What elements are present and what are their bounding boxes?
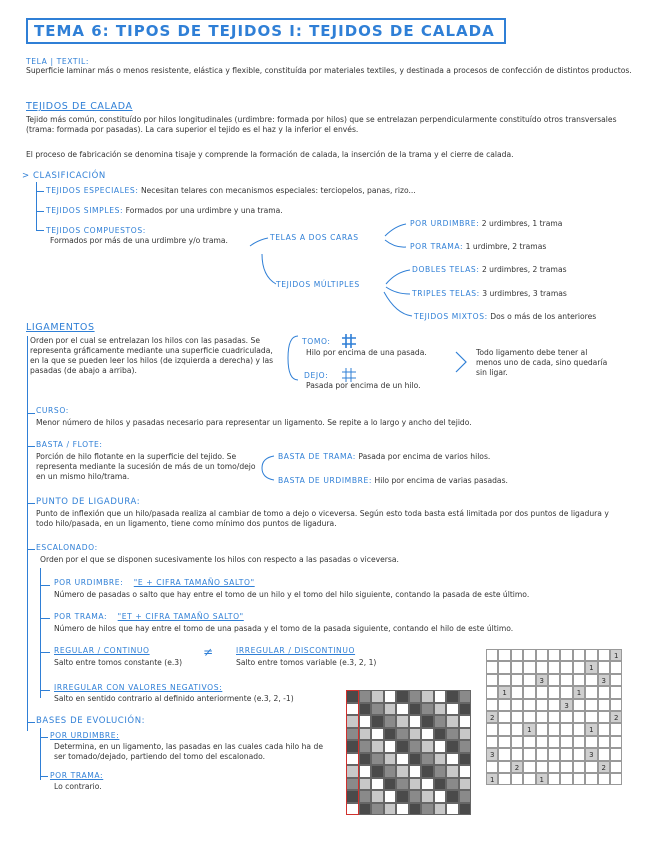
number-grid-cell — [548, 736, 560, 748]
triples-label: TRIPLES TELAS: — [412, 289, 480, 298]
number-grid-cell — [585, 699, 597, 711]
weave-cell — [459, 703, 472, 716]
basta-trama-item — [278, 452, 490, 462]
weave-cell — [384, 778, 397, 791]
number-grid-cell — [585, 686, 597, 698]
weave-cell — [359, 778, 372, 791]
number-grid-cell — [610, 748, 622, 760]
number-grid-cell — [548, 748, 560, 760]
number-grid-cell — [536, 661, 548, 673]
number-grid-cell — [598, 748, 610, 760]
number-grid-cell — [610, 773, 622, 785]
weave-cell — [459, 778, 472, 791]
especiales-text: Necesitan telares con mecanismos especiales: terciopelos, panas, rizo... — [140, 186, 416, 195]
weave-cell — [384, 765, 397, 778]
bases-trama-label: POR TRAMA: — [50, 771, 104, 780]
tree-branch — [27, 722, 35, 723]
number-grid-cell — [536, 761, 548, 773]
number-grid-cell: 3 — [560, 699, 572, 711]
number-grid-cell: 3 — [598, 674, 610, 686]
weave-cell — [396, 753, 409, 766]
basta-heading: BASTA / FLOTE: — [36, 440, 103, 449]
number-grid-cell: 2 — [598, 761, 610, 773]
number-grid-cell: 3 — [486, 748, 498, 760]
weave-cell — [459, 803, 472, 816]
weave-cell — [359, 765, 372, 778]
number-grid-cell: 2 — [486, 711, 498, 723]
weave-cell — [371, 765, 384, 778]
weave-cell — [409, 778, 422, 791]
number-grid-cell — [536, 711, 548, 723]
weave-cell — [459, 765, 472, 778]
weave-cell — [434, 790, 447, 803]
curso-text: Menor número de hilos y pasadas necesario para representar un ligamento. Se repite a lo largo y ancho del tejido. — [36, 418, 472, 427]
weave-cell — [434, 715, 447, 728]
weave-cell — [434, 803, 447, 816]
esc-urdimbre-formula: "E + CIFRA TAMAÑO SALTO" — [133, 578, 255, 587]
weave-cell — [434, 690, 447, 703]
weave-cell — [434, 753, 447, 766]
tree-branch — [40, 737, 48, 738]
tree-branch — [40, 776, 48, 777]
number-grid-cell — [498, 674, 510, 686]
weave-cell — [396, 690, 409, 703]
number-grid-cell — [523, 773, 535, 785]
weave-cell — [359, 753, 372, 766]
basta-urdimbre-label: BASTA DE URDIMBRE: — [278, 476, 373, 485]
number-grid-cell — [560, 748, 572, 760]
weave-cell — [446, 715, 459, 728]
mixtos-label: TEJIDOS MIXTOS: — [414, 312, 488, 321]
simples-text: Formados por una urdimbre y una trama. — [125, 206, 283, 215]
number-grid-cell — [498, 723, 510, 735]
number-grid-cell — [598, 711, 610, 723]
weave-cell — [371, 690, 384, 703]
number-grid-cell — [573, 674, 585, 686]
number-grid-cell — [523, 686, 535, 698]
number-grid-cell: 1 — [610, 649, 622, 661]
irregular-label: IRREGULAR / DISCONTINUO — [236, 646, 356, 655]
weave-cell — [421, 765, 434, 778]
number-grid-cell — [511, 748, 523, 760]
regular-label: REGULAR / CONTINUO — [54, 646, 150, 655]
number-grid-cell — [486, 661, 498, 673]
basta-urdimbre-item — [278, 476, 508, 486]
compuestos-label: TEJIDOS COMPUESTOS: — [46, 226, 146, 235]
curso-heading: CURSO: — [36, 406, 69, 415]
simples-label: TEJIDOS SIMPLES: — [46, 206, 124, 215]
weave-cell — [409, 753, 422, 766]
number-grid-cell — [486, 674, 498, 686]
weave-cell — [359, 790, 372, 803]
number-grid-cell — [610, 699, 622, 711]
triples-text: 3 urdimbres, 3 tramas — [482, 289, 567, 298]
weave-cell — [396, 703, 409, 716]
weave-cell — [359, 728, 372, 741]
weave-cell — [359, 740, 372, 753]
number-grid-cell — [486, 686, 498, 698]
basta-trama-text: Pasada por encima de varios hilos. — [358, 452, 491, 461]
tela-textil-text: Superficie laminar más o menos resistente, elástica y flexible, constituída por materiales textiles, y destinada a procesos de confección de distintos productos. — [26, 66, 632, 75]
number-grid-cell — [523, 699, 535, 711]
number-grid-cell: 1 — [585, 723, 597, 735]
number-grid-cell — [573, 773, 585, 785]
weave-cell — [384, 690, 397, 703]
weave-cell — [446, 778, 459, 791]
bases-heading: BASES DE EVOLUCIÓN: — [36, 716, 146, 726]
dejo-label: DEJO: — [304, 371, 329, 380]
bases-urdimbre-label: POR URDIMBRE: — [50, 731, 120, 740]
number-grid-cell — [511, 661, 523, 673]
number-grid-cell — [523, 748, 535, 760]
weave-cell — [359, 690, 372, 703]
number-grid-cell — [610, 674, 622, 686]
negativos-text: Salto en sentido contrario al definido anteriormente (e.3, 2, -1) — [54, 694, 294, 703]
weave-cell — [371, 703, 384, 716]
number-grid-cell — [610, 661, 622, 673]
weave-cell — [434, 778, 447, 791]
not-equal-sign: ≠ — [203, 645, 214, 659]
number-grid-cell — [560, 723, 572, 735]
number-grid-cell — [486, 761, 498, 773]
esc-urdimbre-text: Número de pasadas o salto que hay entre el tomo de un hilo y el tomo del hilo siguiente, contando la pasada de este último. — [54, 590, 530, 599]
telas-dos-caras: TELAS A DOS CARAS — [270, 233, 359, 242]
weave-cell — [421, 690, 434, 703]
weave-cell — [421, 778, 434, 791]
number-grid-cell — [598, 661, 610, 673]
number-grid-cell — [498, 761, 510, 773]
number-grid-cell — [511, 723, 523, 735]
number-grid-cell — [536, 723, 548, 735]
tree-branch — [40, 690, 50, 691]
weave-cell — [446, 703, 459, 716]
weave-cell — [434, 740, 447, 753]
number-grid-cell — [511, 736, 523, 748]
weave-cell — [409, 728, 422, 741]
tejidos-calada-heading: TEJIDOS DE CALADA — [26, 101, 133, 112]
weave-cell — [421, 790, 434, 803]
tree-branch — [27, 549, 35, 550]
number-grid-cell — [523, 649, 535, 661]
weave-cell — [459, 690, 472, 703]
number-grid-cell — [585, 711, 597, 723]
number-grid-cell — [486, 736, 498, 748]
weave-cell — [459, 740, 472, 753]
tejidos-calada-text2: El proceso de fabricación se denomina tisaje y comprende la formación de calada, la inserción de la trama y el cierre de calada. — [26, 150, 514, 159]
bases-tree-line — [40, 728, 41, 780]
number-grid-cell — [560, 661, 572, 673]
number-grid-cell — [573, 661, 585, 673]
number-grid-cell: 1 — [523, 723, 535, 735]
number-grid-cell — [585, 649, 597, 661]
weave-cell — [396, 740, 409, 753]
weave-cell — [384, 753, 397, 766]
number-grid-cell — [536, 686, 548, 698]
number-grid-cell: 2 — [610, 711, 622, 723]
esc-trama-text: Número de hilos que hay entre el tomo de una pasada y el tomo de la pasada siguiente, contando el hilo de este último. — [54, 624, 514, 633]
punto-heading: PUNTO DE LIGADURA: — [36, 497, 141, 507]
number-grid-cell — [548, 674, 560, 686]
bases-urdimbre-text: Determina, en un ligamento, las pasadas en las cuales cada hilo ha de ser tomado/dejado, partiendo del tomo del escalonado. — [54, 742, 323, 761]
number-grid-cell — [498, 699, 510, 711]
number-grid-cell — [573, 736, 585, 748]
basta-text: Porción de hilo flotante en la superficie del tejido. Se representa mediante la sucesión de más de un tomo/dejo en un mismo hilo/trama. — [36, 452, 256, 481]
number-grid-cell — [523, 711, 535, 723]
number-grid-cell — [573, 748, 585, 760]
tree-branch — [27, 503, 35, 504]
number-grid-cell — [560, 674, 572, 686]
number-grid-cell — [573, 723, 585, 735]
number-grid-cell — [598, 773, 610, 785]
number-grid-cell — [598, 736, 610, 748]
weave-cell — [446, 790, 459, 803]
weave-cell — [396, 728, 409, 741]
weave-cell — [371, 778, 384, 791]
weave-cell — [421, 753, 434, 766]
number-grid-cell: 1 — [498, 686, 510, 698]
weave-cell — [384, 728, 397, 741]
weave-cell — [384, 715, 397, 728]
especiales-label: TEJIDOS ESPECIALES: — [46, 186, 139, 195]
weave-cell — [371, 753, 384, 766]
weave-cell — [359, 715, 372, 728]
number-grid-cell — [511, 711, 523, 723]
number-grid-cell — [523, 736, 535, 748]
weave-cell — [421, 740, 434, 753]
number-grid-cell — [486, 723, 498, 735]
weave-cell — [384, 740, 397, 753]
number-grid-cell — [585, 736, 597, 748]
number-grid-cell: 1 — [573, 686, 585, 698]
escalonado-tree-line — [40, 568, 41, 698]
tela-textil-heading: TELA | TEXTIL: — [26, 57, 89, 66]
number-grid-cell — [548, 649, 560, 661]
number-grid-cell — [598, 699, 610, 711]
escalonado-heading: ESCALONADO: — [36, 543, 98, 552]
number-grid-cell — [548, 773, 560, 785]
number-grid-cell — [548, 723, 560, 735]
number-grid-cell — [511, 699, 523, 711]
compuestos-text: Formados por más de una urdimbre y/o trama. — [50, 236, 228, 245]
weave-cell — [396, 765, 409, 778]
weave-cell — [384, 703, 397, 716]
tomo-label: TOMO: — [302, 337, 331, 346]
tomo-text: Hilo por encima de una pasada. — [306, 348, 427, 357]
number-grid-cell — [498, 649, 510, 661]
number-grid-cell — [498, 773, 510, 785]
number-grid-cell — [523, 761, 535, 773]
number-grid-cell: 3 — [536, 674, 548, 686]
number-grid-cell — [536, 748, 548, 760]
number-grid-cell — [548, 699, 560, 711]
number-grid-cell — [610, 723, 622, 735]
weave-cell — [446, 690, 459, 703]
weave-cell — [434, 703, 447, 716]
number-grid-cell — [573, 761, 585, 773]
weave-cell — [459, 790, 472, 803]
tree-branch — [40, 585, 50, 586]
weave-cell — [421, 728, 434, 741]
number-grid-cell — [560, 736, 572, 748]
weave-cell — [384, 803, 397, 816]
ligamentos-note: Todo ligamento debe tener al menos uno de cada, sino quedaría sin ligar. — [476, 348, 608, 377]
escalonado-text: Orden por el que se disponen sucesivamente los hilos con respecto a las pasadas o viceversa. — [40, 555, 399, 564]
weave-cell — [459, 715, 472, 728]
number-grid-cell — [585, 773, 597, 785]
weave-cell — [446, 753, 459, 766]
number-grid-cell — [548, 686, 560, 698]
number-grid-cell — [523, 674, 535, 686]
tree-branch — [40, 652, 50, 653]
number-grid-cell — [610, 736, 622, 748]
weave-cell — [371, 715, 384, 728]
number-grid-cell — [498, 661, 510, 673]
number-grid-cell — [548, 761, 560, 773]
number-grid-cell — [560, 649, 572, 661]
ligamentos-text: Orden por el cual se entrelazan los hilos con las pasadas. Se representa gráficamente mediante una superficie cuadriculada, en la que se pueden leer los hilos (de izquierda a derecha) y las pasadas (de abajo a arriba). — [30, 336, 274, 375]
weave-cell — [409, 690, 422, 703]
weave-cell — [409, 790, 422, 803]
weave-cell — [409, 765, 422, 778]
weave-cell — [359, 703, 372, 716]
weave-cell — [371, 740, 384, 753]
por-trama-label: POR TRAMA: — [410, 242, 464, 251]
dobles-label: DOBLES TELAS: — [412, 265, 480, 274]
weave-cell — [384, 790, 397, 803]
weave-cell — [446, 803, 459, 816]
dejo-text: Pasada por encima de un hilo. — [306, 381, 421, 390]
number-grid-cell — [536, 736, 548, 748]
weave-cell — [371, 728, 384, 741]
negativos-label: IRREGULAR CON VALORES NEGATIVOS: — [54, 683, 223, 692]
number-grid-cell — [486, 649, 498, 661]
weave-cell — [409, 715, 422, 728]
number-grid-cell — [560, 711, 572, 723]
number-grid-cell — [498, 711, 510, 723]
por-urdimbre-label: POR URDIMBRE: — [410, 219, 480, 228]
number-grid-cell — [560, 761, 572, 773]
number-grid-cell — [598, 686, 610, 698]
tree-branch — [40, 618, 50, 619]
number-grid-cell — [498, 748, 510, 760]
number-grid-cell: 1 — [585, 661, 597, 673]
page-title: TEMA 6: TIPOS DE TEJIDOS I: TEJIDOS DE CALADA — [26, 18, 506, 44]
ligamentos-heading: LIGAMENTOS — [26, 322, 95, 333]
weave-cell — [396, 790, 409, 803]
weave-cell — [421, 715, 434, 728]
tejidos-multiples: TEJIDOS MÚLTIPLES — [276, 280, 360, 289]
number-grid-cell — [498, 736, 510, 748]
number-grid-cell — [585, 674, 597, 686]
number-grid-cell: 3 — [585, 748, 597, 760]
weave-cell — [459, 753, 472, 766]
number-grid-cell — [585, 761, 597, 773]
esc-urdimbre-label: POR URDIMBRE: — [54, 578, 124, 587]
weave-cell — [421, 803, 434, 816]
por-trama-text: 1 urdimbre, 2 tramas — [465, 242, 547, 251]
weave-cell — [446, 740, 459, 753]
regular-text: Salto entre tomos constante (e.3) — [54, 658, 183, 667]
number-grid-cell — [573, 699, 585, 711]
esc-trama-formula: "ET + CIFRA TAMAÑO SALTO" — [117, 612, 244, 621]
number-grid-cell — [548, 711, 560, 723]
escalonado-urdimbre — [54, 578, 255, 587]
escalonado-trama — [54, 612, 244, 621]
weave-cell — [396, 803, 409, 816]
number-grid-cell — [511, 686, 523, 698]
basta-trama-label: BASTA DE TRAMA: — [278, 452, 356, 461]
number-grid-cell: 1 — [536, 773, 548, 785]
clasificacion-heading: > CLASIFICACIÓN — [22, 171, 106, 181]
number-grid-cell: 2 — [511, 761, 523, 773]
number-grid-cell — [560, 773, 572, 785]
weave-cell — [434, 728, 447, 741]
basta-urdimbre-text: Hilo por encima de varias pasadas. — [374, 476, 508, 485]
bases-trama-text: Lo contrario. — [54, 782, 102, 791]
number-grid-cell — [598, 649, 610, 661]
weave-cell — [459, 728, 472, 741]
number-grid-cell — [511, 674, 523, 686]
dobles-text: 2 urdimbres, 2 tramas — [481, 265, 567, 274]
weave-cell — [396, 778, 409, 791]
weave-highlight-frame — [346, 690, 359, 815]
number-grid-cell — [548, 661, 560, 673]
punto-text: Punto de inflexión que un hilo/pasada realiza al cambiar de tomo a dejo o viceversa. Según esto toda basta está limitada por dos puntos de ligadura y todo hilo/pasada, en un ligamento, tiene como mínimo dos puntos de ligadura. — [36, 509, 609, 528]
number-grid-cell — [598, 723, 610, 735]
number-grid-cell — [536, 699, 548, 711]
number-grid-cell — [486, 699, 498, 711]
weave-cell — [371, 803, 384, 816]
mixtos-text: Dos o más de los anteriores — [490, 312, 597, 321]
tejidos-calada-text1: Tejido más común, constituído por hilos longitudinales (urdimbre: formada por hilos) que se entrelazan perpendicularmente constituído otros transversales (trama: formada por pasadas). La cara superior el tejido es el haz y la inferior el envés. — [26, 115, 617, 134]
number-grid-cell — [573, 649, 585, 661]
number-grid-cell — [573, 711, 585, 723]
number-grid-cell — [523, 661, 535, 673]
esc-trama-label: POR TRAMA: — [54, 612, 108, 621]
number-grid-cell — [610, 761, 622, 773]
number-grid-cell: 1 — [486, 773, 498, 785]
number-grid-cell — [610, 686, 622, 698]
weave-cell — [421, 703, 434, 716]
number-grid-cell — [536, 649, 548, 661]
por-urdimbre-text: 2 urdimbres, 1 trama — [481, 219, 563, 228]
weave-cell — [409, 703, 422, 716]
weave-cell — [409, 740, 422, 753]
irregular-text: Salto entre tomos variable (e.3, 2, 1) — [236, 658, 377, 667]
weave-cell — [409, 803, 422, 816]
number-grid-cell — [560, 686, 572, 698]
weave-cell — [359, 803, 372, 816]
number-grid-cell — [511, 773, 523, 785]
weave-cell — [446, 765, 459, 778]
weave-cell — [371, 790, 384, 803]
weave-cell — [446, 728, 459, 741]
weave-cell — [434, 765, 447, 778]
number-grid-cell — [511, 649, 523, 661]
weave-cell — [396, 715, 409, 728]
